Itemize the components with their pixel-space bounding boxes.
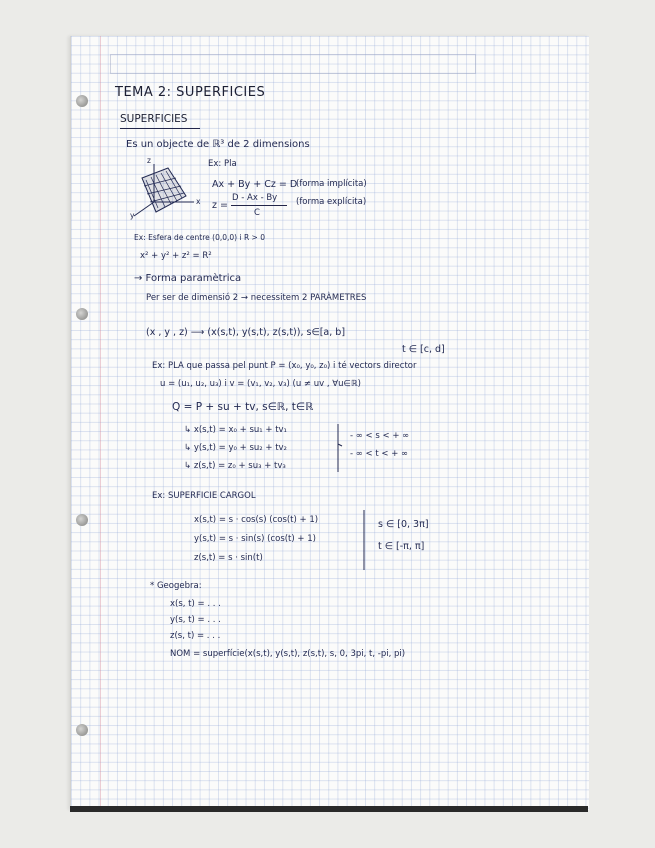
header-box — [110, 54, 476, 74]
parametric-t-range: t ∈ [c, d] — [402, 344, 445, 355]
plane-param-vectors: u = (u₁, u₂, u₃) i v = (v₁, v₂, v₃) (u ≠ uv , ∀u∈ℝ) — [160, 379, 361, 389]
fraction-bar — [231, 205, 287, 206]
bottom-edge — [70, 806, 588, 812]
y-axis — [134, 202, 154, 216]
cargol-eq-y: y(s,t) = s · sin(s) (cos(t) + 1) — [194, 534, 316, 544]
axis-label-z: z — [147, 156, 151, 165]
plane-diagram — [128, 156, 208, 222]
pla-explicit-denominator: C — [254, 208, 260, 218]
margin-line — [100, 36, 101, 810]
plane-param-q-line: Q = P + su + tv, s∈ℝ, t∈ℝ — [172, 401, 314, 413]
geogebra-command: NOM = superfície(x(s,t), y(s,t), z(s,t), s, 0, 3pi, t, -pi, pi) — [170, 649, 406, 659]
cargol-eq-z: z(s,t) = s · sin(t) — [194, 553, 263, 563]
cargol-bracket — [362, 510, 372, 570]
parametric-dimension-line: Per ser de dimensió 2 → necessitem 2 PARÀMETRES — [146, 293, 367, 303]
geogebra-line-x: x(s, t) = . . . — [170, 599, 221, 609]
definition-line: Es un objecte de ℝ³ de 2 dimensions — [126, 139, 310, 150]
geogebra-line-z: z(s, t) = . . . — [170, 631, 221, 641]
plane-param-eq-x: ↳ x(s,t) = x₀ + su₁ + tv₁ — [184, 425, 287, 435]
pla-example-label: Ex: Pla — [208, 159, 237, 169]
geogebra-label: * Geogebra: — [150, 581, 202, 591]
cargol-range-s: s ∈ [0, 3π] — [378, 519, 429, 530]
geogebra-line-y: y(s, t) = . . . — [170, 615, 221, 625]
pla-explicit-lhs: z = — [212, 200, 228, 211]
cargol-eq-x: x(s,t) = s · cos(s) (cos(t) + 1) — [194, 515, 319, 525]
sphere-equation: x² + y² + z² = R² — [140, 251, 212, 261]
section-heading: SUPERFICIES — [120, 113, 188, 125]
cargol-label: Ex: SUPERFICIE CARGOL — [152, 491, 256, 501]
pla-explicit-note: (forma explícita) — [296, 197, 367, 207]
plane-param-eq-z: ↳ z(s,t) = z₀ + su₃ + tv₃ — [184, 461, 286, 471]
page-title: TEMA 2: SUPERFICIES — [115, 85, 266, 100]
plane-param-range-s: - ∞ < s < + ∞ — [350, 431, 410, 441]
punch-hole — [76, 308, 88, 320]
plane-param-bracket — [336, 424, 346, 472]
plane-param-eq-y: ↳ y(s,t) = y₀ + su₂ + tv₂ — [184, 443, 287, 453]
notebook-page — [70, 36, 589, 810]
punch-hole — [76, 514, 88, 526]
parametric-map-line: (x , y , z) ⟶ (x(s,t), y(s,t), z(s,t)), s∈[a, b] — [146, 327, 346, 338]
punch-hole — [76, 95, 88, 107]
axis-label-y: y — [130, 211, 135, 220]
pla-implicit-equation: Ax + By + Cz = D — [212, 179, 298, 190]
sphere-example-label: Ex: Esfera de centre (0,0,0) i R > 0 — [134, 233, 265, 242]
plane-param-intro: Ex: PLA que passa pel punt P = (x₀, y₀, z₀) i té vectors director — [152, 361, 417, 371]
section-underline — [120, 128, 200, 129]
pla-implicit-note: (forma implícita) — [296, 179, 367, 189]
parametric-heading: → Forma paramètrica — [134, 273, 242, 284]
axis-label-x: x — [196, 197, 201, 206]
pla-explicit-numerator: D - Ax - By — [232, 193, 278, 203]
cargol-range-t: t ∈ [-π, π] — [378, 541, 425, 552]
plane-param-range-t: - ∞ < t < + ∞ — [350, 449, 409, 459]
punch-hole — [76, 724, 88, 736]
